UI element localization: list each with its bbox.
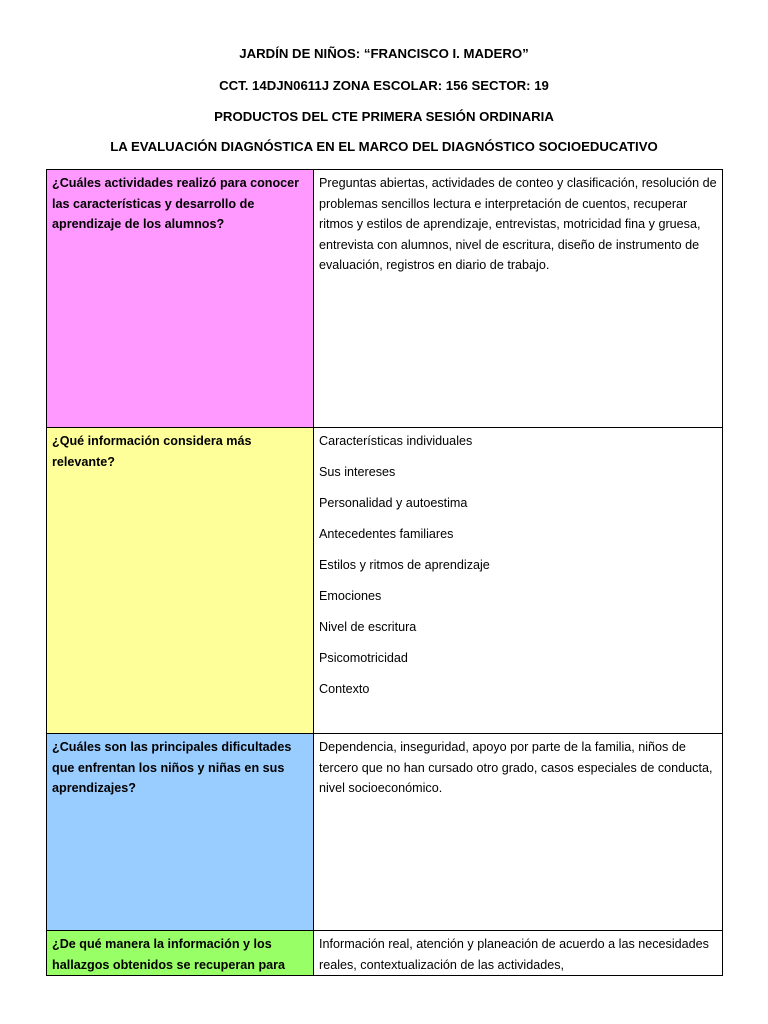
list-item: Características individuales — [319, 434, 473, 448]
list-item: Estilos y ritmos de aprendizaje — [319, 558, 490, 572]
question-cell: ¿Cuáles actividades realizó para conocer las características y desarrollo de aprendizaje de los alumnos? — [47, 170, 314, 428]
table-row — [47, 931, 723, 976]
question-cell: ¿De qué manera la información y los hallazgos obtenidos se recuperan para — [47, 931, 314, 976]
list-item: Emociones — [319, 589, 382, 603]
school-code-line: CCT. 14DJN0611J ZONA ESCOLAR: 156 SECTOR: 19 — [219, 78, 549, 93]
question-cell: ¿Qué información considera más relevante? — [47, 428, 314, 734]
table-row — [47, 734, 723, 931]
document-title: LA EVALUACIÓN DIAGNÓSTICA EN EL MARCO DEL DIAGNÓSTICO SOCIOEDUCATIVO — [110, 139, 658, 154]
diagnostic-table — [46, 169, 723, 976]
table-row — [47, 170, 723, 428]
list-item: Psicomotricidad — [319, 651, 408, 665]
question-cell: ¿Cuáles son las principales dificultades que enfrentan los niños y niñas en sus aprendizajes? — [47, 734, 314, 931]
school-name: JARDÍN DE NIÑOS: “FRANCISCO I. MADERO” — [239, 46, 529, 61]
answer-list-cell — [314, 428, 723, 734]
list-item: Contexto — [319, 682, 370, 696]
list-item: Sus intereses — [319, 465, 396, 479]
list-item: Antecedentes familiares — [319, 527, 454, 541]
answer-cell: Información real, atención y planeación de acuerdo a las necesidades reales, contextualización de las actividades, — [314, 931, 723, 976]
list-item: Nivel de escritura — [319, 620, 417, 634]
session-title: PRODUCTOS DEL CTE PRIMERA SESIÓN ORDINARIA — [214, 109, 554, 124]
list-item: Personalidad y autoestima — [319, 496, 468, 510]
table-row — [47, 428, 723, 734]
answer-cell: Dependencia, inseguridad, apoyo por parte de la familia, niños de tercero que no han cursado otro grado, casos especiales de conducta, nivel socioeconómico. — [314, 734, 723, 931]
answer-cell: Preguntas abiertas, actividades de conteo y clasificación, resolución de problemas sencillos lectura e interpretación de cuentos, recuperar ritmos y estilos de aprendizaje, entrevistas, motricidad fina y gruesa, entrevista con alumnos, nivel de escritura, diseño de instrumento de evaluación, registros en diario de trabajo. — [314, 170, 723, 428]
